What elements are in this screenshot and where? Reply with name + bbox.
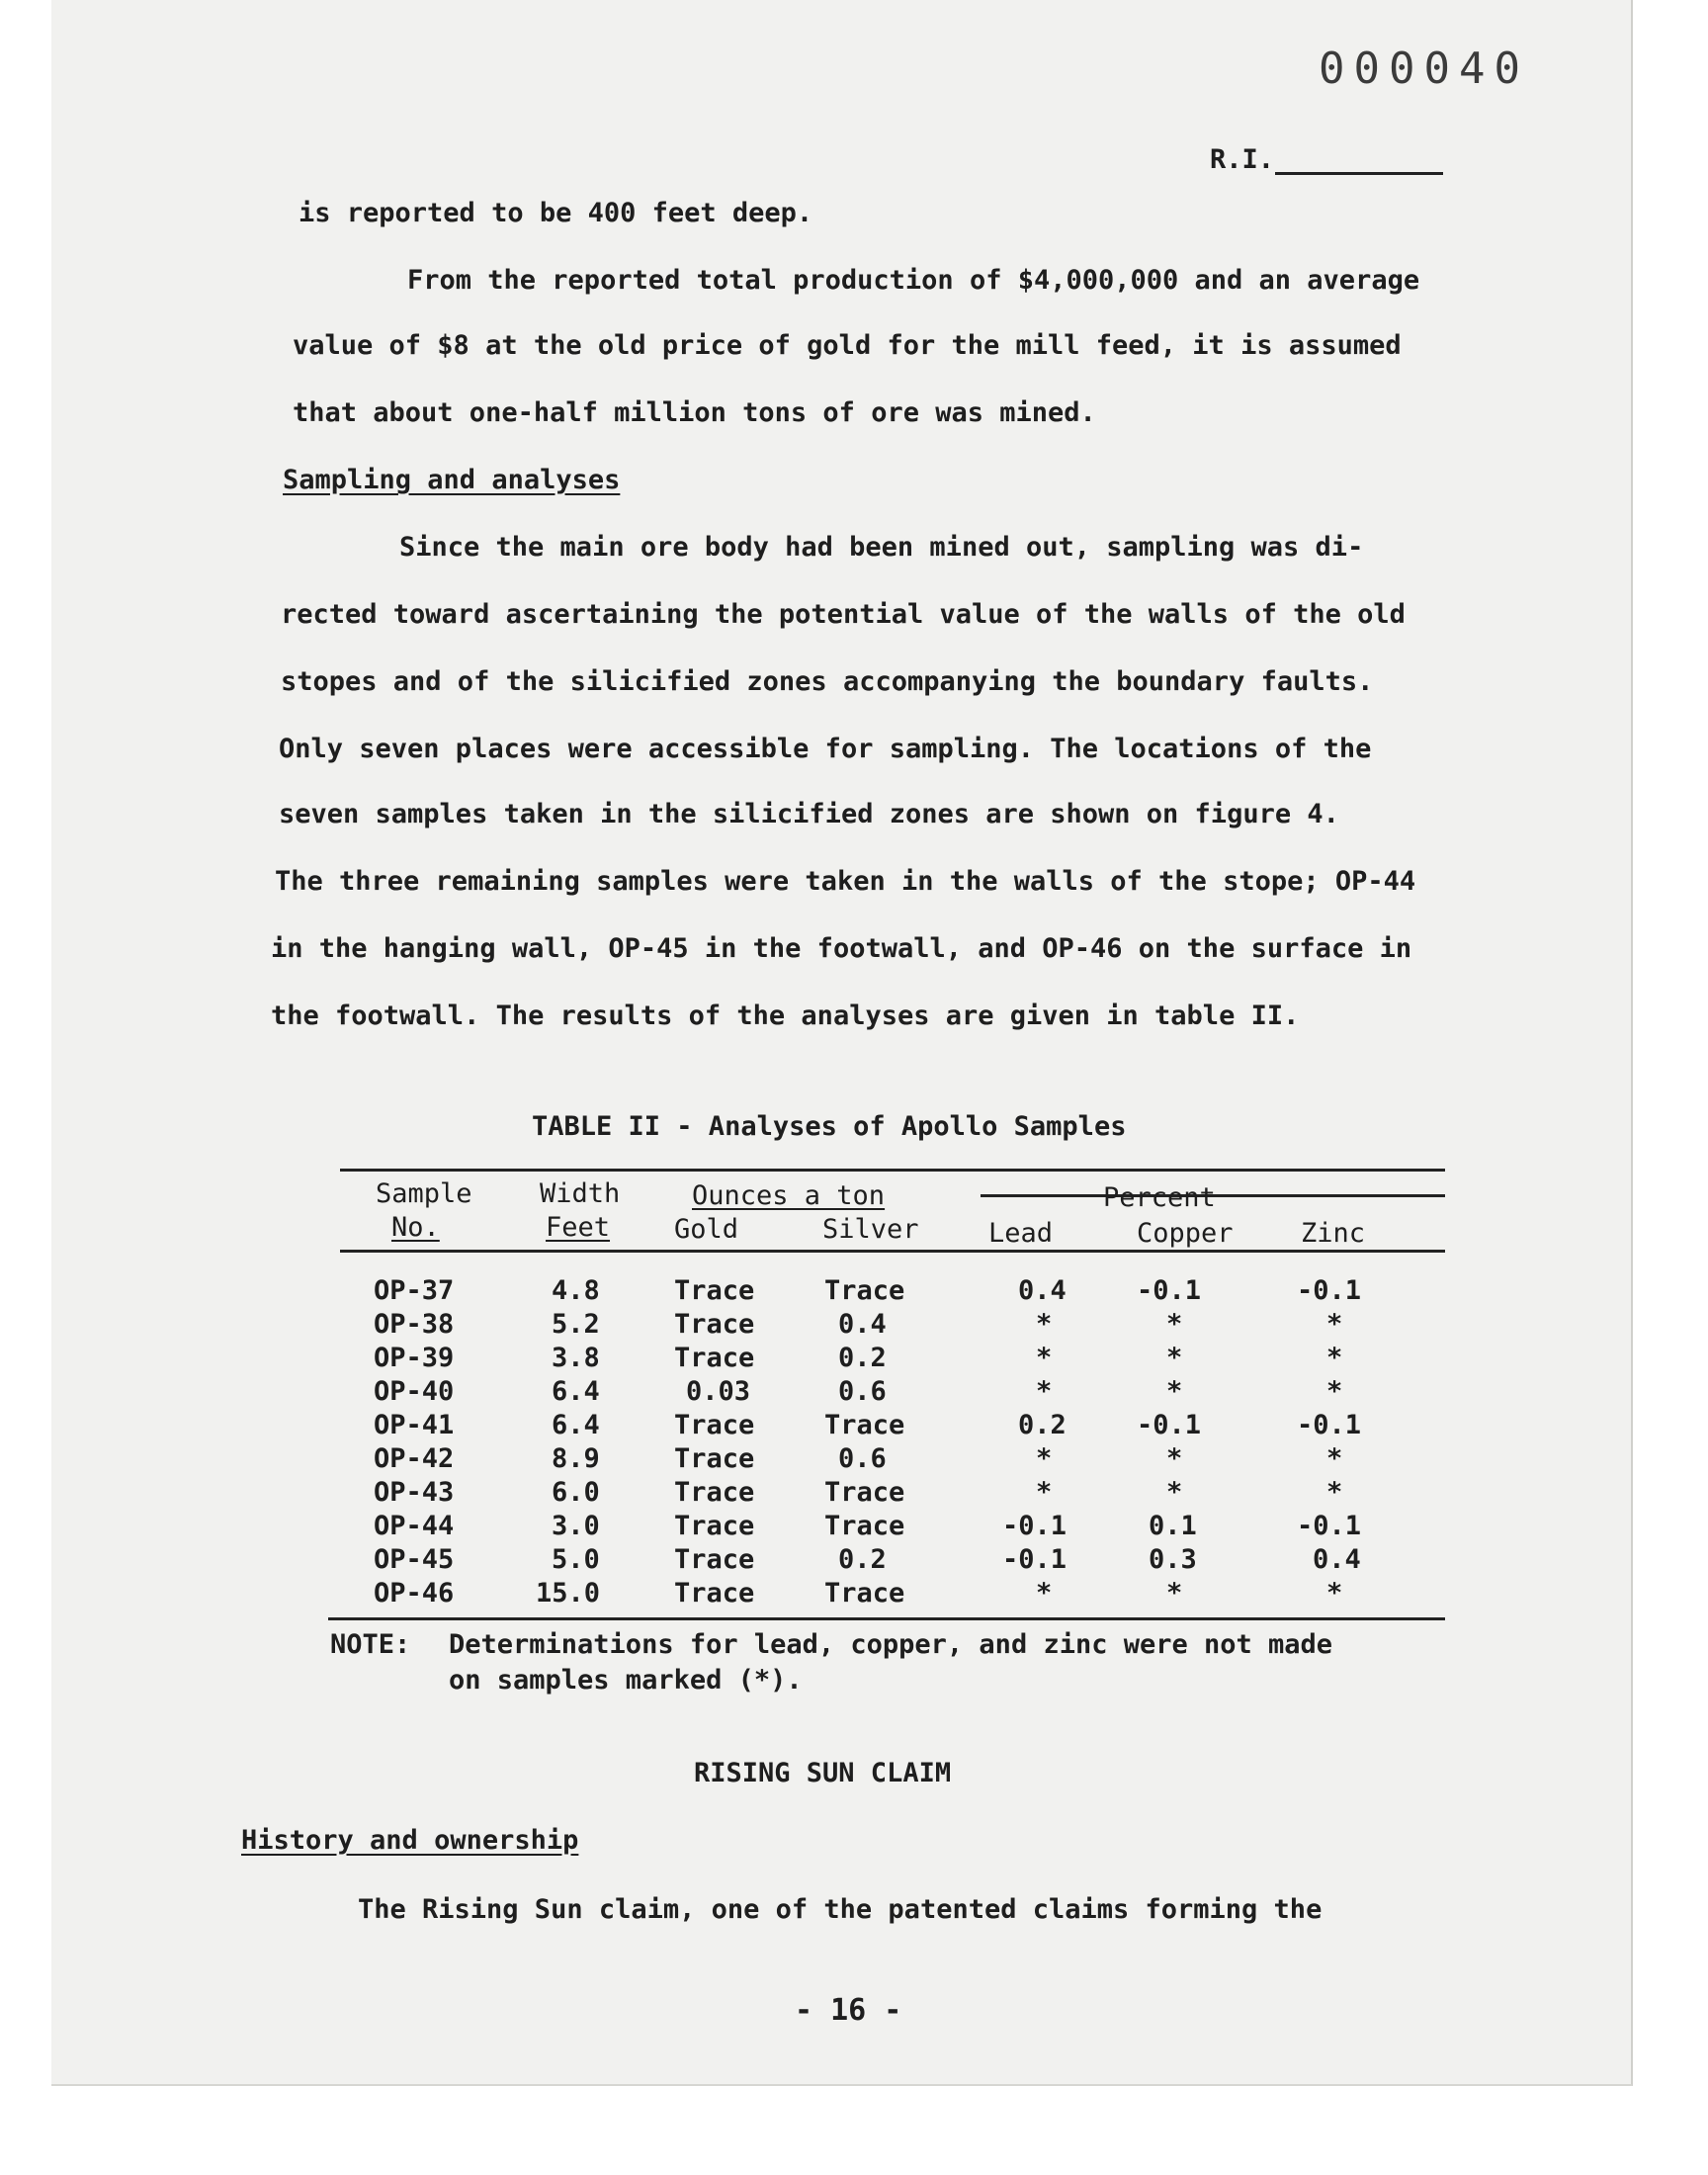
- document-number: 000040: [1319, 44, 1529, 94]
- table-row: [51, 1343, 1631, 1376]
- col-header-sample-no: No.: [391, 1212, 440, 1243]
- cell-gold: Trace: [674, 1343, 755, 1373]
- cell-zinc: *: [1326, 1309, 1343, 1340]
- col-header-lead: Lead: [988, 1218, 1054, 1249]
- note-label: NOTE:: [330, 1629, 411, 1660]
- cell-sample: OP-42: [374, 1443, 455, 1474]
- cell-sample: OP-41: [374, 1410, 455, 1440]
- paragraph-line: Since the main ore body had been mined out, sampling was di-: [399, 532, 1364, 563]
- cell-zinc: *: [1326, 1578, 1343, 1609]
- cell-copper: *: [1166, 1477, 1183, 1508]
- cell-sample: OP-38: [374, 1309, 455, 1340]
- cell-sample: OP-40: [374, 1376, 455, 1407]
- cell-copper: *: [1166, 1578, 1183, 1609]
- cell-lead: *: [1036, 1343, 1053, 1373]
- table-row: [51, 1511, 1631, 1544]
- col-header-percent: Percent: [1103, 1182, 1216, 1213]
- col-header-copper: Copper: [1137, 1218, 1234, 1249]
- cell-copper: -0.1: [1137, 1410, 1202, 1440]
- ri-blank-line: [1275, 172, 1443, 175]
- section-title-rising-sun: RISING SUN CLAIM: [694, 1758, 952, 1788]
- cell-copper: 0.1: [1149, 1511, 1197, 1541]
- table-row: [51, 1376, 1631, 1410]
- cell-copper: *: [1166, 1309, 1183, 1340]
- cell-gold: Trace: [674, 1443, 755, 1474]
- cell-sample: OP-46: [374, 1578, 455, 1609]
- cell-width: 4.8: [552, 1275, 600, 1306]
- cell-gold: Trace: [674, 1544, 755, 1575]
- table-row: [51, 1309, 1631, 1343]
- intro-line: that about one-half million tons of ore was mined.: [293, 397, 1096, 428]
- cell-copper: *: [1166, 1343, 1183, 1373]
- col-header-width-unit: Feet: [546, 1212, 611, 1243]
- cell-gold: 0.03: [686, 1376, 751, 1407]
- page-number: - 16 -: [795, 1993, 902, 2028]
- cell-zinc: *: [1326, 1443, 1343, 1474]
- cell-sample: OP-43: [374, 1477, 455, 1508]
- table-row: [51, 1477, 1631, 1511]
- intro-line: From the reported total production of $4,000,000 and an average: [407, 265, 1420, 296]
- cell-width: 8.9: [552, 1443, 600, 1474]
- paragraph-line: in the hanging wall, OP-45 in the footwall, and OP-46 on the surface in: [271, 933, 1412, 964]
- cell-silver: Trace: [824, 1511, 905, 1541]
- cell-lead: 0.2: [1018, 1410, 1067, 1440]
- cell-silver: Trace: [824, 1477, 905, 1508]
- ri-label: R.I.: [1210, 144, 1275, 175]
- col-header-ounces-a-ton: Ounces a ton: [692, 1180, 886, 1211]
- cell-lead: *: [1036, 1443, 1053, 1474]
- cell-width: 6.4: [552, 1410, 600, 1440]
- intro-line: value of $8 at the old price of gold for the mill feed, it is assumed: [293, 330, 1402, 361]
- cell-sample: OP-37: [374, 1275, 455, 1306]
- cell-sample: OP-39: [374, 1343, 455, 1373]
- cell-silver: Trace: [824, 1578, 905, 1609]
- cell-zinc: -0.1: [1297, 1275, 1362, 1306]
- cell-zinc: 0.4: [1313, 1544, 1361, 1575]
- cell-lead: -0.1: [1002, 1511, 1068, 1541]
- cell-silver: Trace: [824, 1410, 905, 1440]
- col-header-zinc: Zinc: [1301, 1218, 1366, 1249]
- cell-silver: 0.4: [838, 1309, 887, 1340]
- cell-sample: OP-45: [374, 1544, 455, 1575]
- paragraph-line: the footwall. The results of the analyses are given in table II.: [271, 1000, 1300, 1031]
- cell-silver: 0.6: [838, 1443, 887, 1474]
- table-bottom-rule: [328, 1617, 1445, 1620]
- cell-lead: *: [1036, 1477, 1053, 1508]
- cell-zinc: *: [1326, 1376, 1343, 1407]
- cell-width: 6.4: [552, 1376, 600, 1407]
- cell-silver: 0.2: [838, 1544, 887, 1575]
- cell-silver: 0.6: [838, 1376, 887, 1407]
- cell-lead: *: [1036, 1309, 1053, 1340]
- cell-zinc: -0.1: [1297, 1410, 1362, 1440]
- cell-lead: -0.1: [1002, 1544, 1068, 1575]
- paragraph-line: Only seven places were accessible for sampling. The locations of the: [279, 734, 1372, 764]
- table-row: [51, 1410, 1631, 1443]
- cell-zinc: *: [1326, 1343, 1343, 1373]
- col-header-silver: Silver: [822, 1214, 919, 1245]
- cell-zinc: -0.1: [1297, 1511, 1362, 1541]
- note-text-line: Determinations for lead, copper, and zinc were not made: [449, 1629, 1333, 1660]
- cell-zinc: *: [1326, 1477, 1343, 1508]
- note-text-line: on samples marked (*).: [449, 1665, 803, 1696]
- paragraph-line: The Rising Sun claim, one of the patented claims forming the: [358, 1894, 1323, 1925]
- document-page: [51, 0, 1633, 2086]
- section-heading-sampling: Sampling and analyses: [283, 465, 621, 495]
- table-row: [51, 1443, 1631, 1477]
- cell-width: 15.0: [536, 1578, 601, 1609]
- cell-sample: OP-44: [374, 1511, 455, 1541]
- col-header-gold: Gold: [674, 1214, 739, 1245]
- cell-gold: Trace: [674, 1309, 755, 1340]
- cell-width: 3.8: [552, 1343, 600, 1373]
- cell-silver: 0.2: [838, 1343, 887, 1373]
- cell-copper: -0.1: [1137, 1275, 1202, 1306]
- paragraph-line: The three remaining samples were taken in the walls of the stope; OP-44: [275, 866, 1416, 897]
- cell-lead: *: [1036, 1578, 1053, 1609]
- cell-gold: Trace: [674, 1410, 755, 1440]
- cell-silver: Trace: [824, 1275, 905, 1306]
- table-row: [51, 1275, 1631, 1309]
- table-title: TABLE II - Analyses of Apollo Samples: [532, 1111, 1127, 1142]
- cell-width: 6.0: [552, 1477, 600, 1508]
- cell-width: 5.0: [552, 1544, 600, 1575]
- paragraph-line: stopes and of the silicified zones accompanying the boundary faults.: [281, 666, 1374, 697]
- cell-copper: *: [1166, 1443, 1183, 1474]
- paragraph-line: rected toward ascertaining the potential value of the walls of the old: [281, 599, 1406, 630]
- table-row: [51, 1544, 1631, 1578]
- cell-copper: *: [1166, 1376, 1183, 1407]
- col-header-width: Width: [540, 1178, 621, 1209]
- section-heading-history: History and ownership: [241, 1825, 579, 1856]
- col-header-sample: Sample: [376, 1178, 472, 1209]
- table-row: [51, 1578, 1631, 1611]
- cell-gold: Trace: [674, 1578, 755, 1609]
- cell-gold: Trace: [674, 1511, 755, 1541]
- header-bottom-rule: [340, 1250, 1445, 1253]
- cell-gold: Trace: [674, 1275, 755, 1306]
- cell-copper: 0.3: [1149, 1544, 1197, 1575]
- intro-line: is reported to be 400 feet deep.: [299, 198, 813, 228]
- table-top-rule: [340, 1169, 1445, 1172]
- cell-gold: Trace: [674, 1477, 755, 1508]
- cell-lead: 0.4: [1018, 1275, 1067, 1306]
- cell-width: 5.2: [552, 1309, 600, 1340]
- paragraph-line: seven samples taken in the silicified zones are shown on figure 4.: [279, 799, 1339, 829]
- cell-width: 3.0: [552, 1511, 600, 1541]
- cell-lead: *: [1036, 1376, 1053, 1407]
